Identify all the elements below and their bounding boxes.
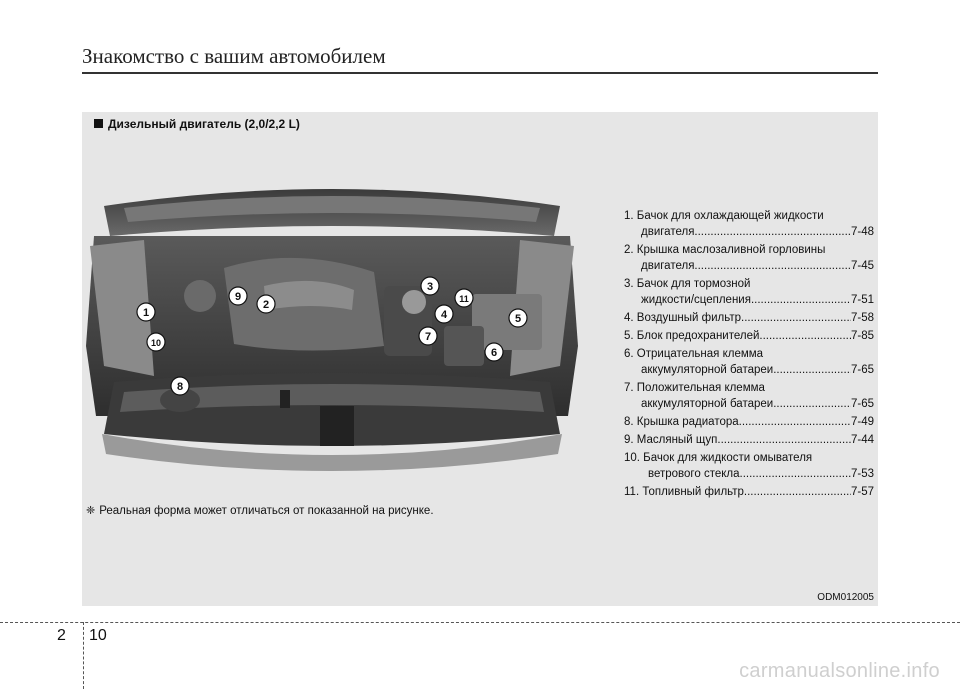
legend-item-ref [624, 484, 874, 500]
legend-item-ref [624, 328, 874, 344]
engine-bay-image [84, 176, 580, 488]
legend-item-ref [624, 292, 874, 308]
legend-item-page: 7-51 [850, 294, 874, 306]
legend-item [624, 310, 874, 326]
legend-item-ref [624, 224, 874, 240]
leader-dots [717, 432, 851, 448]
leader-dots [744, 484, 851, 500]
marker-9-label: 9 [234, 291, 242, 303]
figure-code: ODM012005 [817, 592, 874, 603]
footnote [86, 504, 434, 517]
legend-item-subtitle: аккумуляторной батареи [641, 364, 774, 376]
marker-4 [435, 305, 453, 323]
legend-item-page: 7-49 [850, 416, 874, 428]
legend-item-subtitle: двигателя [641, 226, 695, 238]
footer-rule [0, 622, 960, 623]
leader-dots [739, 414, 851, 430]
marker-8-label: 8 [176, 381, 184, 393]
marker-1-label: 1 [142, 307, 150, 319]
legend-item [624, 450, 874, 482]
panel-title [94, 117, 300, 131]
leader-dots [741, 310, 851, 326]
marker-3 [421, 277, 439, 295]
legend-item-ref [624, 396, 874, 412]
legend-item-page: 7-65 [850, 364, 874, 376]
legend-item-page: 7-48 [850, 226, 874, 238]
legend-item-title: 8. Крышка радиатора [624, 416, 739, 428]
leader-dots [740, 466, 851, 482]
legend-item [624, 380, 874, 412]
legend-item-ref [624, 310, 874, 326]
legend-item-ref [624, 362, 874, 378]
marker-6-label: 6 [490, 347, 498, 359]
leader-dots [773, 362, 851, 378]
legend-item [624, 432, 874, 448]
marker-4-label: 4 [440, 309, 448, 321]
header-rule [82, 72, 878, 74]
legend-item-title: 7. Положительная клемма [624, 382, 765, 394]
leader-dots [751, 292, 851, 308]
component-legend [624, 208, 874, 502]
leader-dots [694, 224, 851, 240]
legend-item-subtitle: ветрового стекла [648, 468, 740, 480]
legend-item-subtitle: аккумуляторной батареи [641, 398, 774, 410]
marker-10-label: 10 [150, 338, 162, 348]
legend-item-page: 7-58 [850, 312, 874, 324]
legend-item-page: 7-85 [850, 330, 874, 342]
marker-11-label: 11 [459, 294, 469, 304]
legend-item-title: 11. Топливный фильтр [624, 486, 744, 498]
footer-divider [83, 622, 84, 689]
page-section: 2 [57, 627, 66, 644]
legend-item-ref [624, 414, 874, 430]
page-header-title: Знакомство с вашим автомобилем [82, 44, 386, 68]
legend-item-title: 2. Крышка маслозаливной горловины [624, 244, 826, 256]
legend-item-title: 4. Воздушный фильтр [624, 312, 742, 324]
legend-item-page: 7-57 [850, 486, 874, 498]
leader-dots [773, 396, 851, 412]
marker-3-label: 3 [426, 281, 434, 293]
marker-11 [455, 289, 473, 307]
marker-5-label: 5 [514, 313, 522, 325]
marker-7 [419, 327, 437, 345]
marker-10 [147, 333, 165, 351]
marker-8 [171, 377, 189, 395]
panel-title-text: Дизельный двигатель (2,0/2,2 L) [108, 117, 300, 131]
legend-item-ref [624, 258, 874, 274]
square-bullet-icon [94, 119, 103, 128]
legend-item [624, 484, 874, 500]
legend-item [624, 242, 874, 274]
legend-item-page: 7-44 [850, 434, 874, 446]
marker-9 [229, 287, 247, 305]
legend-item [624, 276, 874, 308]
marker-5 [509, 309, 527, 327]
footnote-mark-icon: ❈ [86, 504, 96, 517]
figure-panel [82, 112, 878, 606]
footnote-text: Реальная форма может отличаться от показанной на рисунке. [99, 505, 434, 517]
legend-item-title: 10. Бачок для жидкости омывателя [624, 452, 813, 464]
marker-1 [137, 303, 155, 321]
legend-item [624, 346, 874, 378]
leader-dots [694, 258, 851, 274]
marker-2 [257, 295, 275, 313]
legend-item [624, 414, 874, 430]
legend-item-subtitle: жидкости/сцепления [641, 294, 751, 306]
legend-item [624, 208, 874, 240]
marker-7-label: 7 [424, 331, 432, 343]
legend-item-ref [624, 432, 874, 448]
legend-item-page: 7-65 [850, 398, 874, 410]
legend-item [624, 328, 874, 344]
legend-item-page: 7-53 [850, 468, 874, 480]
legend-item-subtitle: двигателя [641, 260, 695, 272]
legend-item-title: 9. Масляный щуп [624, 434, 718, 446]
leader-dots [759, 328, 851, 344]
legend-item-ref [624, 466, 874, 482]
legend-item-title: 6. Отрицательная клемма [624, 348, 764, 360]
engine-marker-layer [84, 176, 580, 488]
legend-item-title: 1. Бачок для охлаждающей жидкости [624, 210, 824, 222]
marker-2-label: 2 [262, 299, 270, 311]
page-number: 10 [89, 627, 107, 644]
legend-item-title: 3. Бачок для тормозной [624, 278, 751, 290]
legend-item-page: 7-45 [850, 260, 874, 272]
watermark: carmanualsonline.info [739, 660, 940, 682]
legend-item-title: 5. Блок предохранителей [624, 330, 760, 342]
marker-6 [485, 343, 503, 361]
